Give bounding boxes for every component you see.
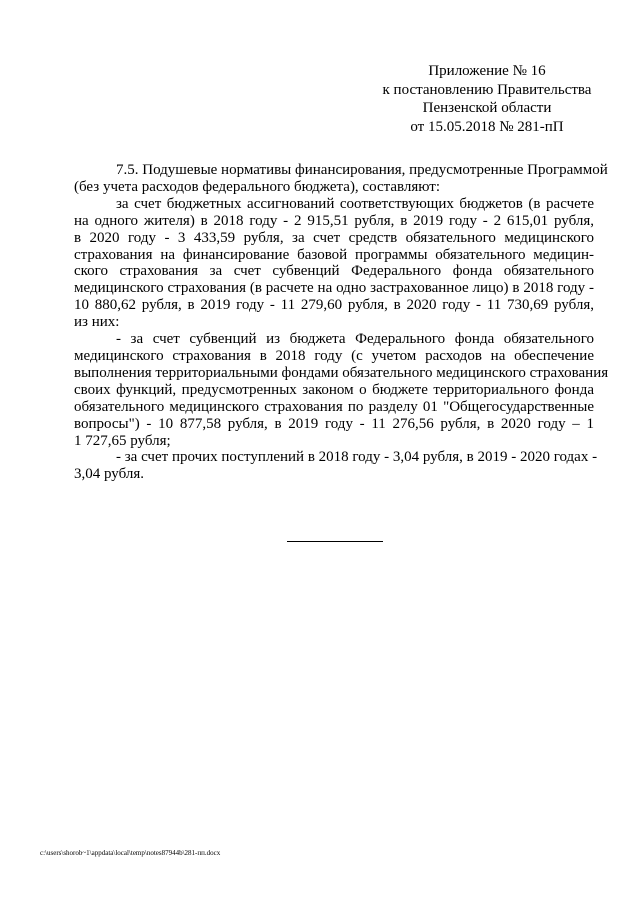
text-line: из них:	[74, 314, 120, 331]
paragraph-subventions	[74, 331, 609, 449]
appendix-reference: к постановлению Правительства	[382, 81, 592, 98]
text-line: за счет бюджетных ассигнований соответствующих бюджетов (в расчете	[116, 195, 594, 212]
paragraph-budget-allocations	[74, 196, 594, 331]
footer-file-path: c:\users\shorob~1\appdata\local\temp\notes87944b\281-пп.docx	[40, 849, 221, 857]
text-line: - за счет прочих поступлений в 2018 году - 3,04 рубля, в 2019 - 2020 годах -	[116, 449, 598, 466]
paragraph-intro	[74, 162, 608, 196]
text-line: страхования на финансирование базовой программы обязательного медицин-	[74, 246, 594, 263]
text-line: медицинского страхования (в расчете на одно застрахованное лицо) в 2018 году -	[74, 280, 594, 297]
appendix-region: Пензенской области	[422, 100, 552, 116]
text-line: ского страхования за счет субвенций Федерального фонда обязательного	[74, 263, 594, 280]
text-line: 7.5. Подушевые нормативы финансирования, предусмотренные Программой	[116, 162, 608, 178]
text-line: обязательного медицинского страхования по разделу 01 "Общегосударственные	[74, 398, 594, 415]
text-line: (без учета расходов федерального бюджета), составляют:	[74, 178, 441, 195]
text-line: 10 880,62 рубля, в 2019 году - 11 279,60 рубля, в 2020 году - 11 730,69 рубля,	[74, 297, 594, 314]
text-line: своих функций, предусмотренных законом о бюджете территориального фонда	[74, 381, 594, 398]
text-line: в 2020 году - 3 433,59 рубля, за счет средств обязательного медицинского	[74, 229, 594, 246]
text-line: 1 727,65 рубля;	[74, 432, 171, 449]
text-line: 3,04 рубля.	[74, 466, 144, 483]
text-line: вопросы") - 10 877,58 рубля, в 2019 году - 11 276,56 рубля, в 2020 году – 1	[74, 415, 594, 432]
paragraph-other-receipts	[74, 449, 598, 483]
appendix-number: Приложение № 16	[428, 63, 546, 79]
appendix-date-number: от 15.05.2018 № 281-пП	[410, 118, 564, 135]
appendix-header	[360, 62, 614, 136]
text-line: - за счет субвенций из бюджета Федерального фонда обязательного	[116, 331, 594, 348]
text-line: выполнения территориальными фондами обязательного медицинского страхования	[74, 364, 609, 381]
text-line: на одного жителя) в 2018 году - 2 915,51 рубля, в 2019 году - 2 615,01 рубля,	[74, 212, 594, 229]
text-line: медицинского страхования в 2018 году (с учетом расходов на обеспечение	[74, 347, 594, 364]
end-separator-line	[287, 541, 383, 542]
document-body	[74, 162, 609, 483]
